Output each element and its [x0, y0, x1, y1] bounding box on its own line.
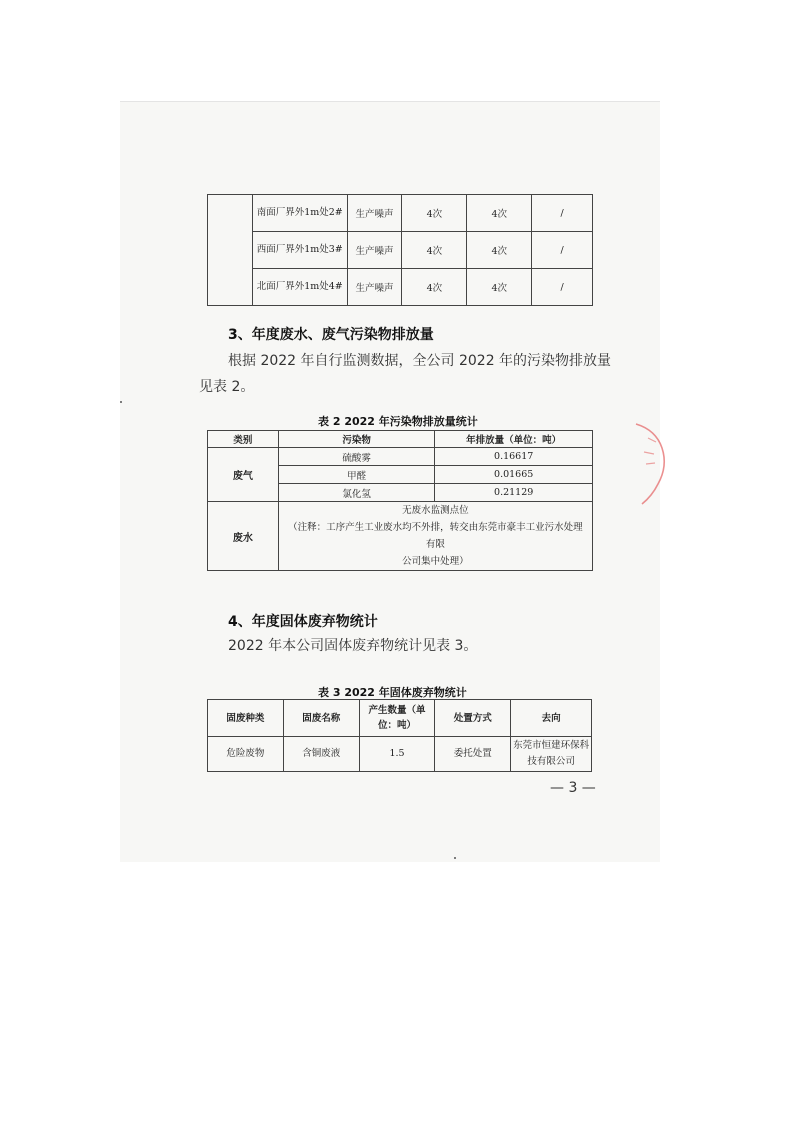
source-cell: 生产噪声 [347, 269, 402, 306]
table2-caption: 表 2 2022 年污染物排放量统计 [318, 415, 478, 428]
column-header: 年排放量（单位：吨） [435, 431, 593, 448]
column-header: 污染物 [278, 431, 435, 448]
destination-cell: 东莞市恒建环保科技有限公司 [511, 737, 592, 772]
source-cell: 生产噪声 [347, 232, 402, 269]
noise-monitoring-table [207, 194, 593, 306]
location-cell: 北面厂界外1m处4# [252, 269, 347, 306]
emission-table [207, 430, 593, 571]
frequency-cell: 4次 [467, 269, 532, 306]
section3-paragraph-line1: 根据 2022 年自行监测数据，全公司 2022 年的污染物排放量 [228, 353, 612, 369]
frequency-cell: 4次 [402, 269, 467, 306]
wastewater-note-line: 无废水监测点位 [402, 505, 469, 516]
waste-type-cell: 危险废物 [208, 737, 284, 772]
pollutant-cell: 硫酸雾 [278, 448, 435, 466]
column-header: 处置方式 [435, 700, 511, 737]
table-row [208, 737, 592, 772]
column-header: 产生数量（单位：吨） [359, 700, 435, 737]
seal-stamp-fragment [632, 418, 672, 510]
table-row [208, 232, 593, 269]
solid-waste-table [207, 699, 592, 772]
scan-speck [454, 857, 456, 859]
scan-speck [120, 401, 122, 403]
column-header: 类别 [208, 431, 279, 448]
column-header: 去向 [511, 700, 592, 737]
column-header: 固废名称 [283, 700, 359, 737]
merged-cell [208, 195, 253, 306]
source-cell: 生产噪声 [347, 195, 402, 232]
table-header-row [208, 431, 593, 448]
location-cell: 南面厂界外1m处2# [252, 195, 347, 232]
table-row [208, 195, 593, 232]
wastewater-note-line: （注释：工序产生工业废水均不外排，转交由东莞市豪丰工业污水处理有限 [288, 522, 583, 550]
frequency-cell: 4次 [467, 195, 532, 232]
section4-heading: 4、年度固体废弃物统计 [228, 614, 378, 630]
section4-paragraph: 2022 年本公司固体废弃物统计见表 3。 [228, 638, 478, 654]
pollutant-cell: 甲醛 [278, 466, 435, 484]
note-cell: / [532, 269, 593, 306]
pollutant-cell: 氯化氢 [278, 484, 435, 502]
table-row [208, 448, 593, 466]
waste-amount-cell: 1.5 [359, 737, 435, 772]
section3-paragraph-line2: 见表 2。 [199, 379, 255, 395]
category-cell: 废水 [208, 502, 279, 571]
frequency-cell: 4次 [402, 195, 467, 232]
frequency-cell: 4次 [402, 232, 467, 269]
category-cell: 废气 [208, 448, 279, 502]
frequency-cell: 4次 [467, 232, 532, 269]
location-cell: 西面厂界外1m处3# [252, 232, 347, 269]
wastewater-note-cell [278, 502, 592, 571]
amount-cell: 0.16617 [435, 448, 593, 466]
disposal-method-cell: 委托处置 [435, 737, 511, 772]
amount-cell: 0.01665 [435, 466, 593, 484]
wastewater-note-line: 公司集中处理） [402, 556, 469, 567]
table-row [208, 502, 593, 571]
note-cell: / [532, 232, 593, 269]
table-header-row [208, 700, 592, 737]
page-number: — 3 — [550, 780, 596, 796]
column-header: 固废种类 [208, 700, 284, 737]
table3-caption: 表 3 2022 年固体废弃物统计 [318, 686, 467, 699]
note-cell: / [532, 195, 593, 232]
table-row [208, 269, 593, 306]
waste-name-cell: 含铜废液 [283, 737, 359, 772]
amount-cell: 0.21129 [435, 484, 593, 502]
section3-heading: 3、年度废水、废气污染物排放量 [228, 327, 434, 343]
